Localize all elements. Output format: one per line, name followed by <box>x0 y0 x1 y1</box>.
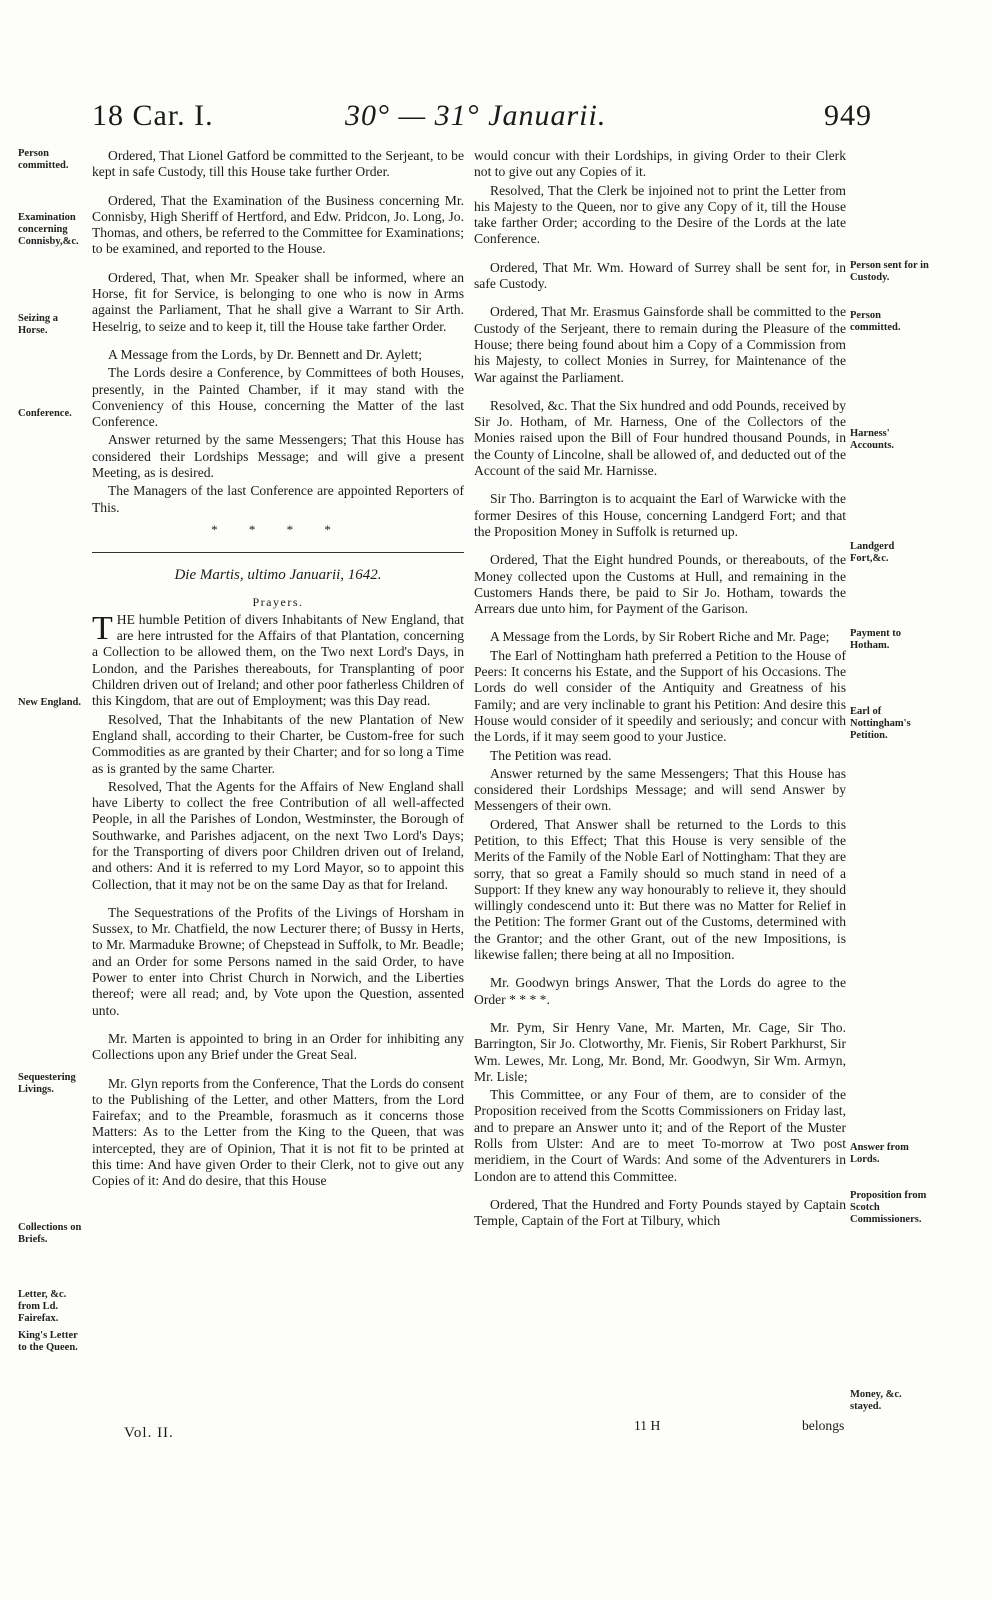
prayers-heading: Prayers. <box>252 594 304 609</box>
paragraph: The Lords desire a Conference, by Committees of both Houses, presently, in the Painted Chamber, if it may stand with the Conveniency of this House, concerning the Matter of the last Conference. <box>92 365 464 430</box>
margin-note: Collections on Briefs. <box>18 1222 82 1245</box>
paragraph-text: HE humble Petition of divers Inhabitants of New England, that are here intrusted for the Affairs of that Plantation, concerning a Collection to be allowed them, on the Two next Lord's Days, in London, and the Parishes thereabouts, for Transplanting of poor Children driven out of Ireland; and other poor fatherless Children of this Kingdom, that are out of Employment; was this Day read. <box>92 611 464 709</box>
margin-note: Conference. <box>18 408 72 419</box>
paragraph: This Committee, or any Four of them, are to consider of the Proposition received from the Scotts Commissioners on Friday last, and to prepare an Answer unto it; and of the Report of the Muster Rolls from Ulster: And are to meet To-morrow at Two post meridiem, in the Court of Wards: And some of the Adventurers in London are to attend this Committee. <box>474 1087 846 1184</box>
margin-note: Payment to Hotham. <box>850 628 902 651</box>
volume-mark: Vol. II. <box>124 1425 174 1441</box>
margin-note: Money, &c. stayed. <box>850 1389 902 1412</box>
paragraph: Mr. Goodwyn brings Answer, That the Lords do agree to the Order * * * *. <box>474 975 846 1007</box>
section-divider <box>92 552 464 553</box>
paragraph: The Managers of the last Conference are appointed Reporters of This. <box>92 483 464 515</box>
paragraph: Resolved, That the Agents for the Affairs of New England shall have Liberty to collect the free Contribution of all well-affected People, in all the Parishes of London, Westminster, the Borough of Southwarke, and Parishes adjacent, on the next Two Lord's Days; for the Transporting of divers poor Children driven out of Ireland, and others: And it is referred to my Lord Mayor, so to appoint this Collection, that it may not be on the same Day as that for Ireland. <box>92 778 464 892</box>
right-column <box>474 148 846 1230</box>
margin-note: Examination concerning Connisby,&c. <box>18 212 79 247</box>
page-number: 949 <box>824 99 872 132</box>
margin-note: Seizing a Horse. <box>18 313 58 336</box>
paragraph: A Message from the Lords, by Dr. Bennett and Dr. Aylett; <box>108 346 423 362</box>
paragraph: Resolved, &c. That the Six hundred and odd Pounds, received by Sir Jo. Hotham, of Mr. Harness, One of the Collectors of the Monies raised upon the Bill of Four hundred thousand Pounds, in the County of Lincolne, shall be allowed of, and deducted out of the Account of the said Mr. Harnisse. <box>474 397 846 479</box>
paragraph: Ordered, That Lionel Gatford be committed to the Serjeant, to be kept in safe Custody, till this House take further Order. <box>92 148 464 180</box>
paragraph: The Earl of Nottingham hath preferred a Petition to the House of Peers: It concerns his Estate, and the Support of his Occasions. The Lords do well consider of the Antiquity and Greatness of his Family; and are very inclinable to grant his Petition: And desire this House would consider of it speedily and seriously; and concur with the Lords, if it may seem good to your Justice. <box>474 647 846 745</box>
paragraph: The Petition was read. <box>490 747 612 763</box>
paragraph: Answer returned by the same Messengers; That this House has considered their Lordships Message; and will give a present Meeting, as is desired. <box>92 432 464 481</box>
drop-cap: T <box>92 609 113 647</box>
margin-note: Landgerd Fort,&c. <box>850 541 895 564</box>
margin-note: Earl of Nottingham's Petition. <box>850 706 911 741</box>
paragraph: Mr. Pym, Sir Henry Vane, Mr. Marten, Mr. Cage, Sir Tho. Barrington, Sir Jo. Clotworthy, Mr. Fienis, Sir Robert Parkhurst, Sir Wm. Lewes, Mr. Long, Mr. Bond, Mr. Goodwyn, Sir Wm. Armyn, Mr. Lisle; <box>474 1019 846 1084</box>
paragraph: Ordered, That the Eight hundred Pounds, or thereabouts, of the Money collected upon the Customs at Hull, and remaining in the Customers Hands there, be paid to Sir Jo. Hotham, towards the Arrears due unto him, for Payment of the Garison. <box>474 552 846 617</box>
margin-note: King's Letter to the Queen. <box>18 1330 78 1353</box>
paragraph: Ordered, That Answer shall be returned to the Lords to this Petition, to this Effect; That this House is very sensible of the Merits of the Family of the Noble Earl of Nottingham: That they are sorry, that so great a Family should so much stand in need of a Support: If they knew any way honourably to relieve it, they should willingly condescend unto it: But there was no Matter for Relief in the Petition: The former Grant out of the Customs, determined with the Grantor; and the other Grant, out of the new Impositions, is likewise fallen; there being at all no Imposition. <box>474 816 846 963</box>
paragraph: The Sequestrations of the Profits of the Livings of Horsham in Sussex, to Mr. Chatfield, the now Lecturer there; of Bussy in Herts, to Mr. Marmaduke Browne; of Chepstead in Suffolk, to Mr. Beadle; and an Order for some Persons named in the said Order, to have Power to enter into Christ Church in Norwich, and the Liberties thereof; were all read; and, by Vote upon the Question, assented unto. <box>92 904 464 1018</box>
margin-note: Sequestering Livings. <box>18 1072 76 1095</box>
paragraph: Ordered, That Mr. Wm. Howard of Surrey shall be sent for, in safe Custody. <box>474 259 846 292</box>
left-column <box>92 148 464 1190</box>
paragraph: Sir Tho. Barrington is to acquaint the Earl of Warwicke with the former Desires of this House, concerning Landgerd Fort; and that the Proposition Money in Suffolk is returned up. <box>474 491 846 539</box>
catchword: belongs <box>802 1418 845 1433</box>
signature-mark: 11 H <box>634 1418 661 1433</box>
paragraph: Mr. Glyn reports from the Conference, That the Lords do consent to the Publishing of the Letter, and other Matters, from the Lord Fairefax; and to the Preamble, forasmuch as it concerns those Matters: As to the Letter from the King to the Queen, that was intercepted, they are of Opinion, That it is not fit to be printed at this time: And have given Order to their Clerk, not to give out any Copies of it: And do desire, that this House <box>92 1075 464 1189</box>
dateline: Die Martis, ultimo Januarii, 1642. <box>174 567 382 584</box>
paragraph: Resolved, That the Clerk be injoined not to print the Letter from his Majesty to the Queen, nor to give any Copy of it, till the House take farther Order; according to the Desire of the Lords at the late Conference. <box>474 182 846 247</box>
section-ornament: * * * * <box>211 521 345 537</box>
running-head-dates: 30° — 31° Januarii. <box>345 99 607 132</box>
margin-note: Answer from Lords. <box>850 1142 909 1165</box>
paragraph: Resolved, That the Inhabitants of the new Plantation of New England shall, according to their Charter, be Custom-free for such Commodities as are granted by their Charter; and for so long a Time as is granted by the same Charter. <box>92 711 464 776</box>
paragraph: would concur with their Lordships, in giving Order to their Clerk not to give out any Copies of it. <box>474 148 846 180</box>
paragraph: Ordered, That Mr. Erasmus Gainsforde shall be committed to the Custody of the Serjeant, there to remain during the Pleasure of the House; there being found about him a Copy of a Commission from his Majesty, to collect Monies in Surrey, for Maintenance of the War against the Parliament. <box>474 304 846 385</box>
margin-note: Proposition from Scotch Commissioners. <box>850 1190 927 1225</box>
margin-note: Harness' Accounts. <box>850 428 895 451</box>
running-head-reign: 18 Car. I. <box>92 99 214 132</box>
margin-note: Person sent for in Custody. <box>850 260 929 283</box>
paragraph: Mr. Marten is appointed to bring in an Order for inhibiting any Collections upon any Brief under the Great Seal. <box>92 1030 464 1063</box>
margin-note: Person committed. <box>18 148 69 171</box>
paragraph <box>92 609 464 710</box>
paragraph: Ordered, That the Examination of the Business concerning Mr. Connisby, High Sheriff of Hertford, and Edw. Pridcon, Jo. Long, Jo. Thomas, and others, be referred to the Committee for Examinations; to be examined, and reported to the House. <box>92 192 464 257</box>
margin-note: New England. <box>18 697 82 708</box>
paragraph: Ordered, That, when Mr. Speaker shall be informed, where an Horse, fit for Service, is belonging to one who is now in Arms against the Parliament, That he shall give a Warrant to Sir Arth. Heselrig, to seize and to keep it, till the House take farther Order. <box>92 269 464 334</box>
margin-note: Person committed. <box>850 310 901 333</box>
margin-note: Letter, &c. from Ld. Fairefax. <box>18 1289 67 1324</box>
paragraph: A Message from the Lords, by Sir Robert Riche and Mr. Page; <box>490 629 830 645</box>
paragraph: Ordered, That the Hundred and Forty Pounds stayed by Captain Temple, Captain of the Fort at Tilbury, which <box>474 1196 846 1229</box>
paragraph: Answer returned by the same Messengers; That this House has considered their Lordships Message; and will send Answer by Messengers of their own. <box>474 765 846 814</box>
